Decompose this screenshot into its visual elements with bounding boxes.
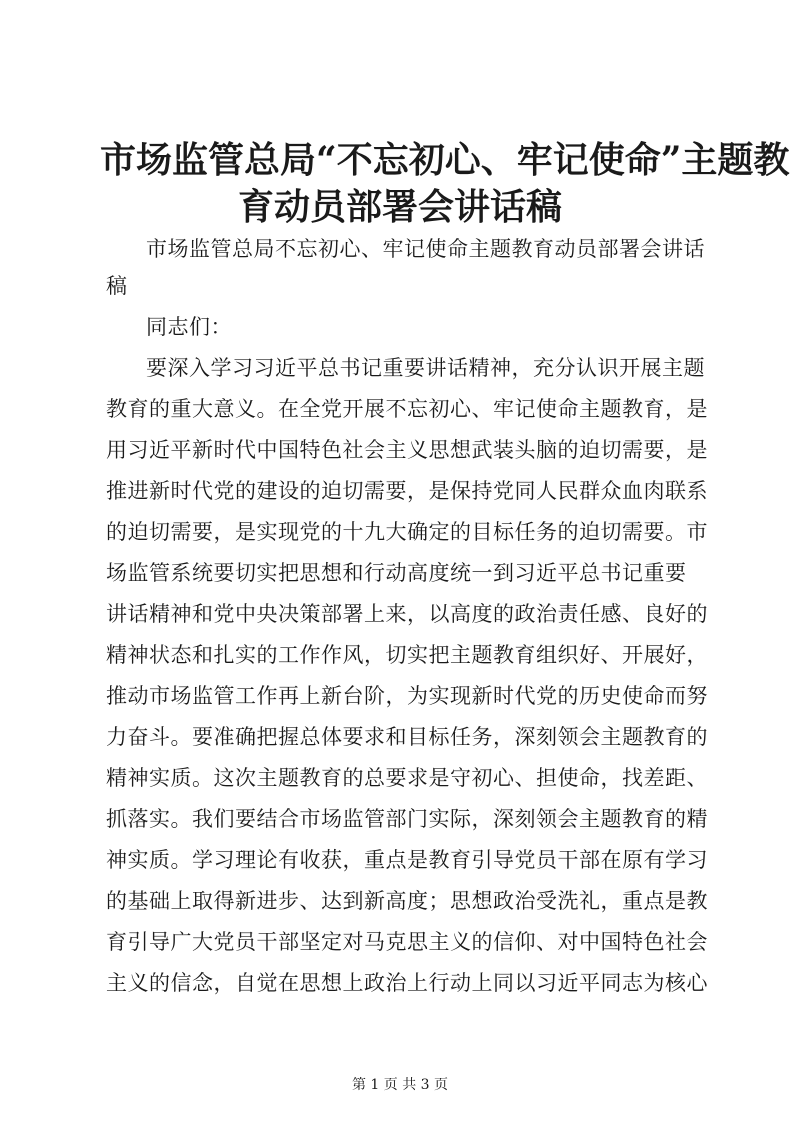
page-footer: 第 1 页 共 3 页	[351, 1077, 449, 1093]
document-title-line-2: 育动员部署会讲话稿	[237, 186, 562, 228]
subtitle-line-1: 市场监管总局不忘初心、牢记使命主题教育动员部署会讲话	[146, 237, 705, 261]
salutation: 同志们：	[146, 315, 232, 339]
paragraph-line: 神实质。学习理论有收获，重点是教育引导党员干部在原有学习	[106, 848, 708, 872]
paragraph-line: 主义的信念，自觉在思想上政治上行动上同以习近平同志为核心	[106, 971, 708, 995]
paragraph-line: 精神状态和扎实的工作作风，切实把主题教育组织好、开展好，	[106, 643, 708, 667]
paragraph-line: 精神实质。这次主题教育的总要求是守初心、担使命，找差距、	[106, 766, 708, 790]
paragraph-line: 用习近平新时代中国特色社会主义思想武装头脑的迫切需要，是	[106, 438, 708, 462]
paragraph-line: 力奋斗。要准确把握总体要求和目标任务，深刻领会主题教育的	[106, 725, 708, 749]
paragraph-line: 场监管系统要切实把思想和行动高度统一到习近平总书记重要	[106, 561, 687, 585]
paragraph-line: 抓落实。我们要结合市场监管部门实际，深刻领会主题教育的精	[106, 807, 708, 831]
document-title-line-1: 市场监管总局“不忘初心、牢记使命”主题教	[100, 139, 790, 181]
paragraph-line: 要深入学习习近平总书记重要讲话精神，充分认识开展主题	[146, 356, 705, 380]
paragraph-line: 讲话精神和党中央决策部署上来，以高度的政治责任感、良好的	[106, 602, 708, 626]
paragraph-line: 推进新时代党的建设的迫切需要，是保持党同人民群众血肉联系	[106, 479, 708, 503]
paragraph-line: 教育的重大意义。在全党开展不忘初心、牢记使命主题教育，是	[106, 397, 708, 421]
paragraph-line: 的基础上取得新进步、达到新高度；思想政治受洗礼，重点是教	[106, 889, 708, 913]
paragraph-line: 的迫切需要，是实现党的十九大确定的目标任务的迫切需要。市	[106, 520, 708, 544]
paragraph-line: 推动市场监管工作再上新台阶，为实现新时代党的历史使命而努	[106, 684, 708, 708]
subtitle-line-2: 稿	[106, 274, 128, 298]
paragraph-line: 育引导广大党员干部坚定对马克思主义的信仰、对中国特色社会	[106, 930, 708, 954]
